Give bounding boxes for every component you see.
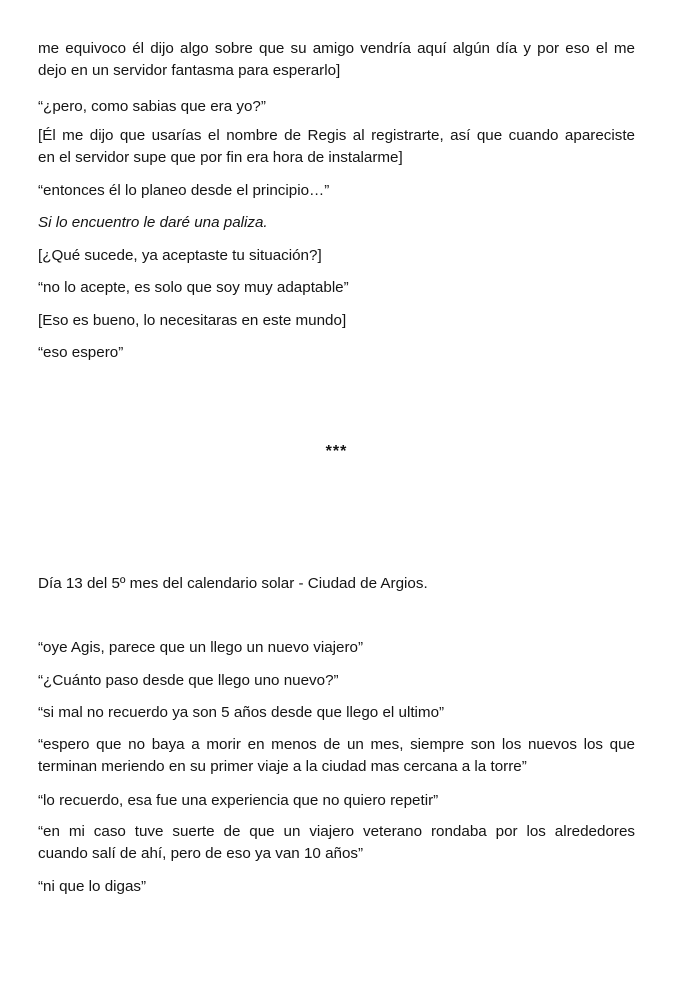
date-heading [38, 573, 635, 595]
paragraph-line: [¿Qué sucede, ya aceptaste tu situación?] [38, 247, 322, 264]
paragraph-line: cuando salí de ahí, pero de eso ya van 10 años” [38, 845, 364, 862]
paragraph-line: “¿Cuánto paso desde que llego uno nuevo?” [38, 672, 339, 689]
paragraph-3 [38, 125, 635, 169]
paragraph-line: me equivoco él dijo algo sobre que su amigo vendría aquí algún día y por eso el me [38, 40, 635, 57]
paragraph-7 [38, 277, 635, 299]
paragraph-line: “lo recuerdo, esa fue una experiencia que no quiero repetir” [38, 792, 439, 809]
paragraph-13 [38, 734, 635, 778]
paragraph-line: “entonces él lo planeo desde el principio…” [38, 182, 330, 199]
paragraph-16 [38, 876, 635, 898]
paragraph-line: “en mi caso tuve suerte de que un viajero veterano rondaba por los alrededores [38, 823, 635, 840]
paragraph-2 [38, 96, 635, 118]
paragraph-line: “si mal no recuerdo ya son 5 años desde que llego el ultimo” [38, 704, 445, 721]
date-line: Día 13 del 5º mes del calendario solar - Ciudad de Argios. [38, 575, 428, 592]
paragraph-line: “oye Agis, parece que un llego un nuevo viajero” [38, 639, 364, 656]
paragraph-line: “no lo acepte, es solo que soy muy adaptable” [38, 279, 349, 296]
paragraph-line: “ni que lo digas” [38, 878, 147, 895]
paragraph-line: [Él me dijo que usarías el nombre de Regis al registrarte, así que cuando apareciste [38, 127, 635, 144]
paragraph-line: dejo en un servidor fantasma para esperarlo] [38, 62, 341, 79]
paragraph-5-thought [38, 212, 635, 234]
paragraph-4 [38, 180, 635, 202]
paragraph-11 [38, 670, 635, 692]
paragraph-line: “eso espero” [38, 344, 124, 361]
paragraph-9 [38, 342, 635, 364]
paragraph-12 [38, 702, 635, 724]
paragraph-15 [38, 821, 635, 865]
paragraph-line: terminan meriendo en su primer viaje a la ciudad mas cercana a la torre” [38, 758, 527, 775]
paragraph-line: Si lo encuentro le daré una paliza. [38, 214, 268, 231]
paragraph-6 [38, 245, 635, 267]
paragraph-1 [38, 38, 635, 82]
paragraph-line: en el servidor supe que por fin era hora de instalarme] [38, 149, 403, 166]
paragraph-line: “¿pero, como sabias que era yo?” [38, 98, 266, 115]
paragraph-14 [38, 790, 635, 812]
paragraph-line: [Eso es bueno, lo necesitaras en este mundo] [38, 312, 347, 329]
paragraph-8 [38, 310, 635, 332]
scene-divider: *** [325, 443, 348, 460]
paragraph-line: “espero que no baya a morir en menos de un mes, siempre son los nuevos los que [38, 736, 635, 753]
paragraph-10 [38, 637, 635, 659]
